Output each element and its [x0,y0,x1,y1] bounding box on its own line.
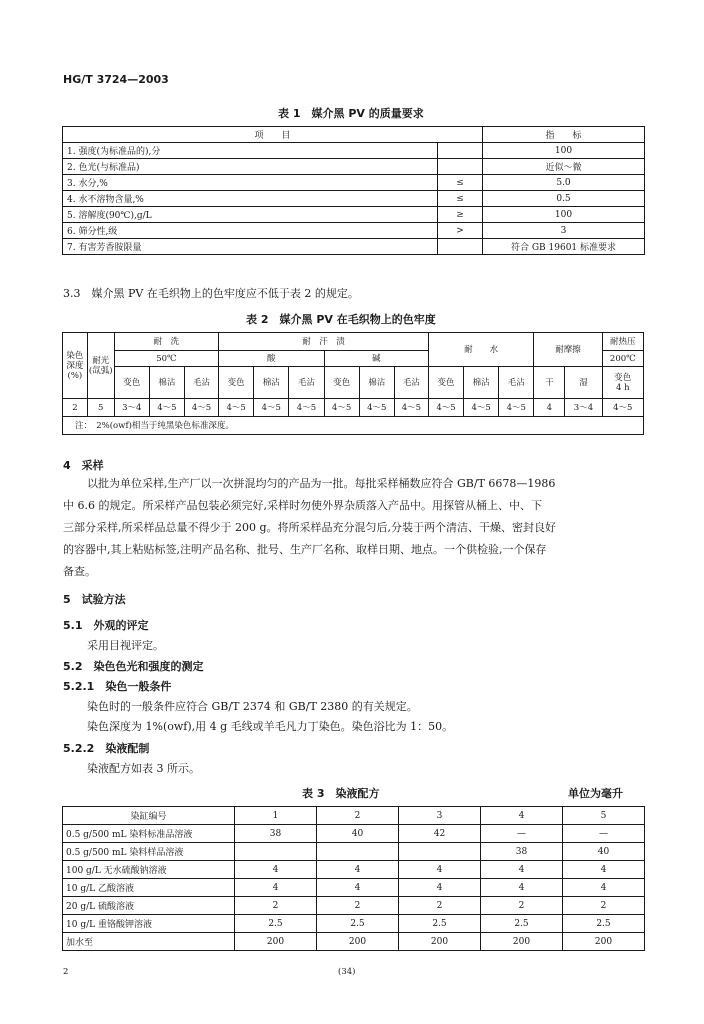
table2-header-row3 [63,367,644,399]
table3-cell: — [481,825,563,843]
table1-sym [438,239,483,255]
table-row [63,223,645,239]
table3-cell: 40 [317,825,399,843]
section-4-title: 4 采样 [63,459,104,472]
table1-item: 1. 强度(为标准品的),分 [63,143,438,159]
table3-cell: 200 [317,933,399,951]
table2-note-row [63,417,644,435]
table2-cell: 4～5 [219,399,254,417]
table2-h-stain-cotton: 棉沾 [359,367,394,399]
table3-cell: 2 [399,897,481,915]
table2-cell: 4～5 [428,399,463,417]
table2-cell: 4～5 [149,399,184,417]
table2-note: 注： 2%(owf)相当于纯黑染色标准深度。 [63,417,644,435]
table2-cell: 4～5 [394,399,428,417]
section-4-line: 备查。 [63,565,96,578]
table3-cell: 200 [399,933,481,951]
table3-cell: 4 [399,861,481,879]
table2-cell: 4～5 [324,399,359,417]
table1-sym: ≥ [438,207,483,223]
table-row [63,897,645,915]
table1-item: 2. 色光(与标准品) [63,159,438,175]
table2-h-stain-wool: 毛沾 [289,367,324,399]
table3-cell [317,843,399,861]
table3-cell: 2 [235,897,317,915]
table1-item: 3. 水分,% [63,175,438,191]
table2-h-sweat: 耐 汗 渍 [219,333,429,351]
table2-h-water: 耐 水 [428,333,533,367]
table2-cell: 4～5 [359,399,394,417]
table3-cell: 2 [563,897,645,915]
table2-cell: 5 [87,399,114,417]
table1-value: 100 [483,207,645,223]
section-5-1-title: 5.1 外观的评定 [63,619,149,632]
table1-value: 0.5 [483,191,645,207]
table-row [63,175,645,191]
table3-caption: 表 3 染液配方 [302,787,380,800]
table3-header-cell: 2 [317,807,399,825]
table3-header-cell: 4 [481,807,563,825]
table3-label: 0.5 g/500 mL 染料样品溶液 [63,843,235,861]
table3-cell: — [563,825,645,843]
table3-unit: 单位为毫升 [568,787,623,800]
table2-cell: 4～5 [499,399,534,417]
section-4-line: 三部分采样,所采样品总量不得少于 200 g。将所采样品充分混匀后,分装于两个清洁、干燥、密封良好 [63,521,557,534]
table1-header-row [63,127,645,143]
table3-cell: 40 [563,843,645,861]
table1-sym [438,143,483,159]
table-row [63,207,645,223]
table3-cell [235,843,317,861]
section-4-line: 以批为单位采样,生产厂以一次拼混均匀的产品为一批。每批采样桶数应符合 GB/T 6678—1986 [87,477,556,490]
section-5-2-1-line: 染色深度为 1%(owf),用 4 g 毛线或羊毛凡力丁染色。染色浴比为 1：50。 [87,720,454,733]
table2-cell: 4～5 [602,399,643,417]
table2-h-change: 变色 [324,367,359,399]
table3-cell: 4 [317,861,399,879]
table3-cell: 2.5 [399,915,481,933]
table3-label: 加水至 [63,933,235,951]
table2-h-heat: 耐热压 [602,333,643,351]
table3-cell: 200 [481,933,563,951]
table3-label: 100 g/L 无水硫酸钠溶液 [63,861,235,879]
table2-h-stain-wool: 毛沾 [499,367,534,399]
table3-header-cell: 染缸编号 [63,807,235,825]
section-5-2-2-title: 5.2.2 染液配制 [63,742,150,755]
table2-h-stain-wool: 毛沾 [184,367,218,399]
table3-cell: 4 [481,861,563,879]
table3-cell: 38 [481,843,563,861]
table2-h-depth: 染色深度(%) [63,333,88,399]
table2-h-stain-cotton: 棉沾 [254,367,289,399]
table3-header-cell: 5 [563,807,645,825]
table3-cell: 2 [317,897,399,915]
section-5-2-2-text: 染液配方如表 3 所示。 [87,762,200,775]
page-number: 2 [63,967,69,977]
section-5-2-1-line: 染色时的一般条件应符合 GB/T 2374 和 GB/T 2380 的有关规定。 [87,700,418,713]
table3-cell: 42 [399,825,481,843]
table3-cell: 4 [235,879,317,897]
table-row [63,915,645,933]
table2-h-change: 变色 [219,367,254,399]
table1-value: 3 [483,223,645,239]
table2-h-change: 变色 [114,367,149,399]
table3-cell: 4 [235,861,317,879]
section-5-2-title: 5.2 染色色光和强度的测定 [63,660,204,673]
table2-h-alkali: 碱 [324,351,428,367]
table3-cell: 4 [481,879,563,897]
table-row [63,159,645,175]
table-row [63,143,645,159]
table2-h-stain-cotton: 棉沾 [149,367,184,399]
table2-h-rub: 耐摩擦 [534,333,602,367]
table1-sym: ≤ [438,191,483,207]
table2-header-row1 [63,333,644,351]
table-row [63,825,645,843]
table2-h-rub-dry: 干 [534,367,565,399]
section-5-2-1-title: 5.2.1 染色一般条件 [63,680,172,693]
table2-caption: 表 2 媒介黑 PV 在毛织物上的色牢度 [246,313,436,326]
table2-h-acid: 酸 [219,351,324,367]
table2-cell: 4～5 [184,399,218,417]
table1-value: 近似～微 [483,159,645,175]
table3-cell [399,843,481,861]
footer-center: (34) [338,967,356,977]
table-row [63,399,644,417]
table2-cell: 4～5 [464,399,499,417]
table2-cell: 3～4 [114,399,149,417]
table3-cell: 4 [563,861,645,879]
table1-header-value: 指 标 [483,127,645,143]
table3-cell: 4 [563,879,645,897]
section-5-1-text: 采用目视评定。 [87,639,164,652]
table1 [62,126,645,255]
table1-sym: ≤ [438,175,483,191]
table2-cell: 3～4 [565,399,602,417]
table3-label: 20 g/L 硫酸溶液 [63,897,235,915]
table2-h-heat-change: 变色 [614,372,632,383]
table1-value: 100 [483,143,645,159]
table1-item: 7. 有害芳香胺限量 [63,239,438,255]
table1-item: 4. 水不溶物含量,% [63,191,438,207]
table3-header-cell: 1 [235,807,317,825]
table3 [62,806,645,951]
table-row [63,879,645,897]
table3-label: 10 g/L 乙酸溶液 [63,879,235,897]
table3-cell: 200 [235,933,317,951]
table-row [63,191,645,207]
table2 [62,332,644,435]
table2-h-wash-temp: 50℃ [114,351,218,367]
section-4-line: 的容器中,其上粘贴标签,注明产品名称、批号、生产厂名称、取样日期、地点。一个供检验,一个保存 [63,543,547,556]
document-code: HG/T 3724—2003 [63,73,169,86]
table3-cell: 38 [235,825,317,843]
table2-h-wash: 耐 洗 [114,333,218,351]
table1-value: 5.0 [483,175,645,191]
table2-cell: 4～5 [289,399,324,417]
table3-header-row [63,807,645,825]
section-5-title: 5 试验方法 [63,593,126,606]
table3-cell: 4 [317,879,399,897]
table3-cell: 200 [563,933,645,951]
table2-h-rub-wet: 湿 [565,367,602,399]
table2-h-light: 耐光(氙弧) [87,333,114,399]
table1-value: 符合 GB 19601 标准要求 [483,239,645,255]
table3-cell: 2.5 [317,915,399,933]
table3-cell: 2.5 [481,915,563,933]
table2-h-heat-time: 4 h [615,382,630,393]
table3-label: 0.5 g/500 mL 染料标准品溶液 [63,825,235,843]
table3-cell: 2.5 [563,915,645,933]
table3-cell: 2.5 [235,915,317,933]
table3-cell: 4 [399,879,481,897]
table2-h-change: 变色 [428,367,463,399]
table1-header-item: 项 目 [63,127,483,143]
section-4-line: 中 6.6 的规定。所采样产品包装必须完好,采样时勿使外界杂质落入产品中。用探管从桶上、中、下 [63,499,542,512]
table-row [63,933,645,951]
table3-header-cell: 3 [399,807,481,825]
table-row [63,239,645,255]
table3-label: 10 g/L 重铬酸钾溶液 [63,915,235,933]
table1-caption: 表 1 媒介黑 PV 的质量要求 [278,107,424,120]
table1-sym [438,159,483,175]
table2-cell: 4 [534,399,565,417]
table1-item: 6. 筛分性,级 [63,223,438,239]
table3-cell: 2 [481,897,563,915]
clause-3-3: 3.3 媒介黑 PV 在毛织物上的色牢度应不低于表 2 的规定。 [63,287,359,300]
table1-item: 5. 溶解度(90℃),g/L [63,207,438,223]
table2-h-heat-detail [602,367,643,399]
table1-sym: > [438,223,483,239]
table2-cell: 2 [63,399,88,417]
table2-h-stain-wool: 毛沾 [394,367,428,399]
table2-h-heat-temp: 200℃ [602,351,643,367]
table2-cell: 4～5 [254,399,289,417]
table2-h-stain-cotton: 棉沾 [464,367,499,399]
table-row [63,861,645,879]
table-row [63,843,645,861]
